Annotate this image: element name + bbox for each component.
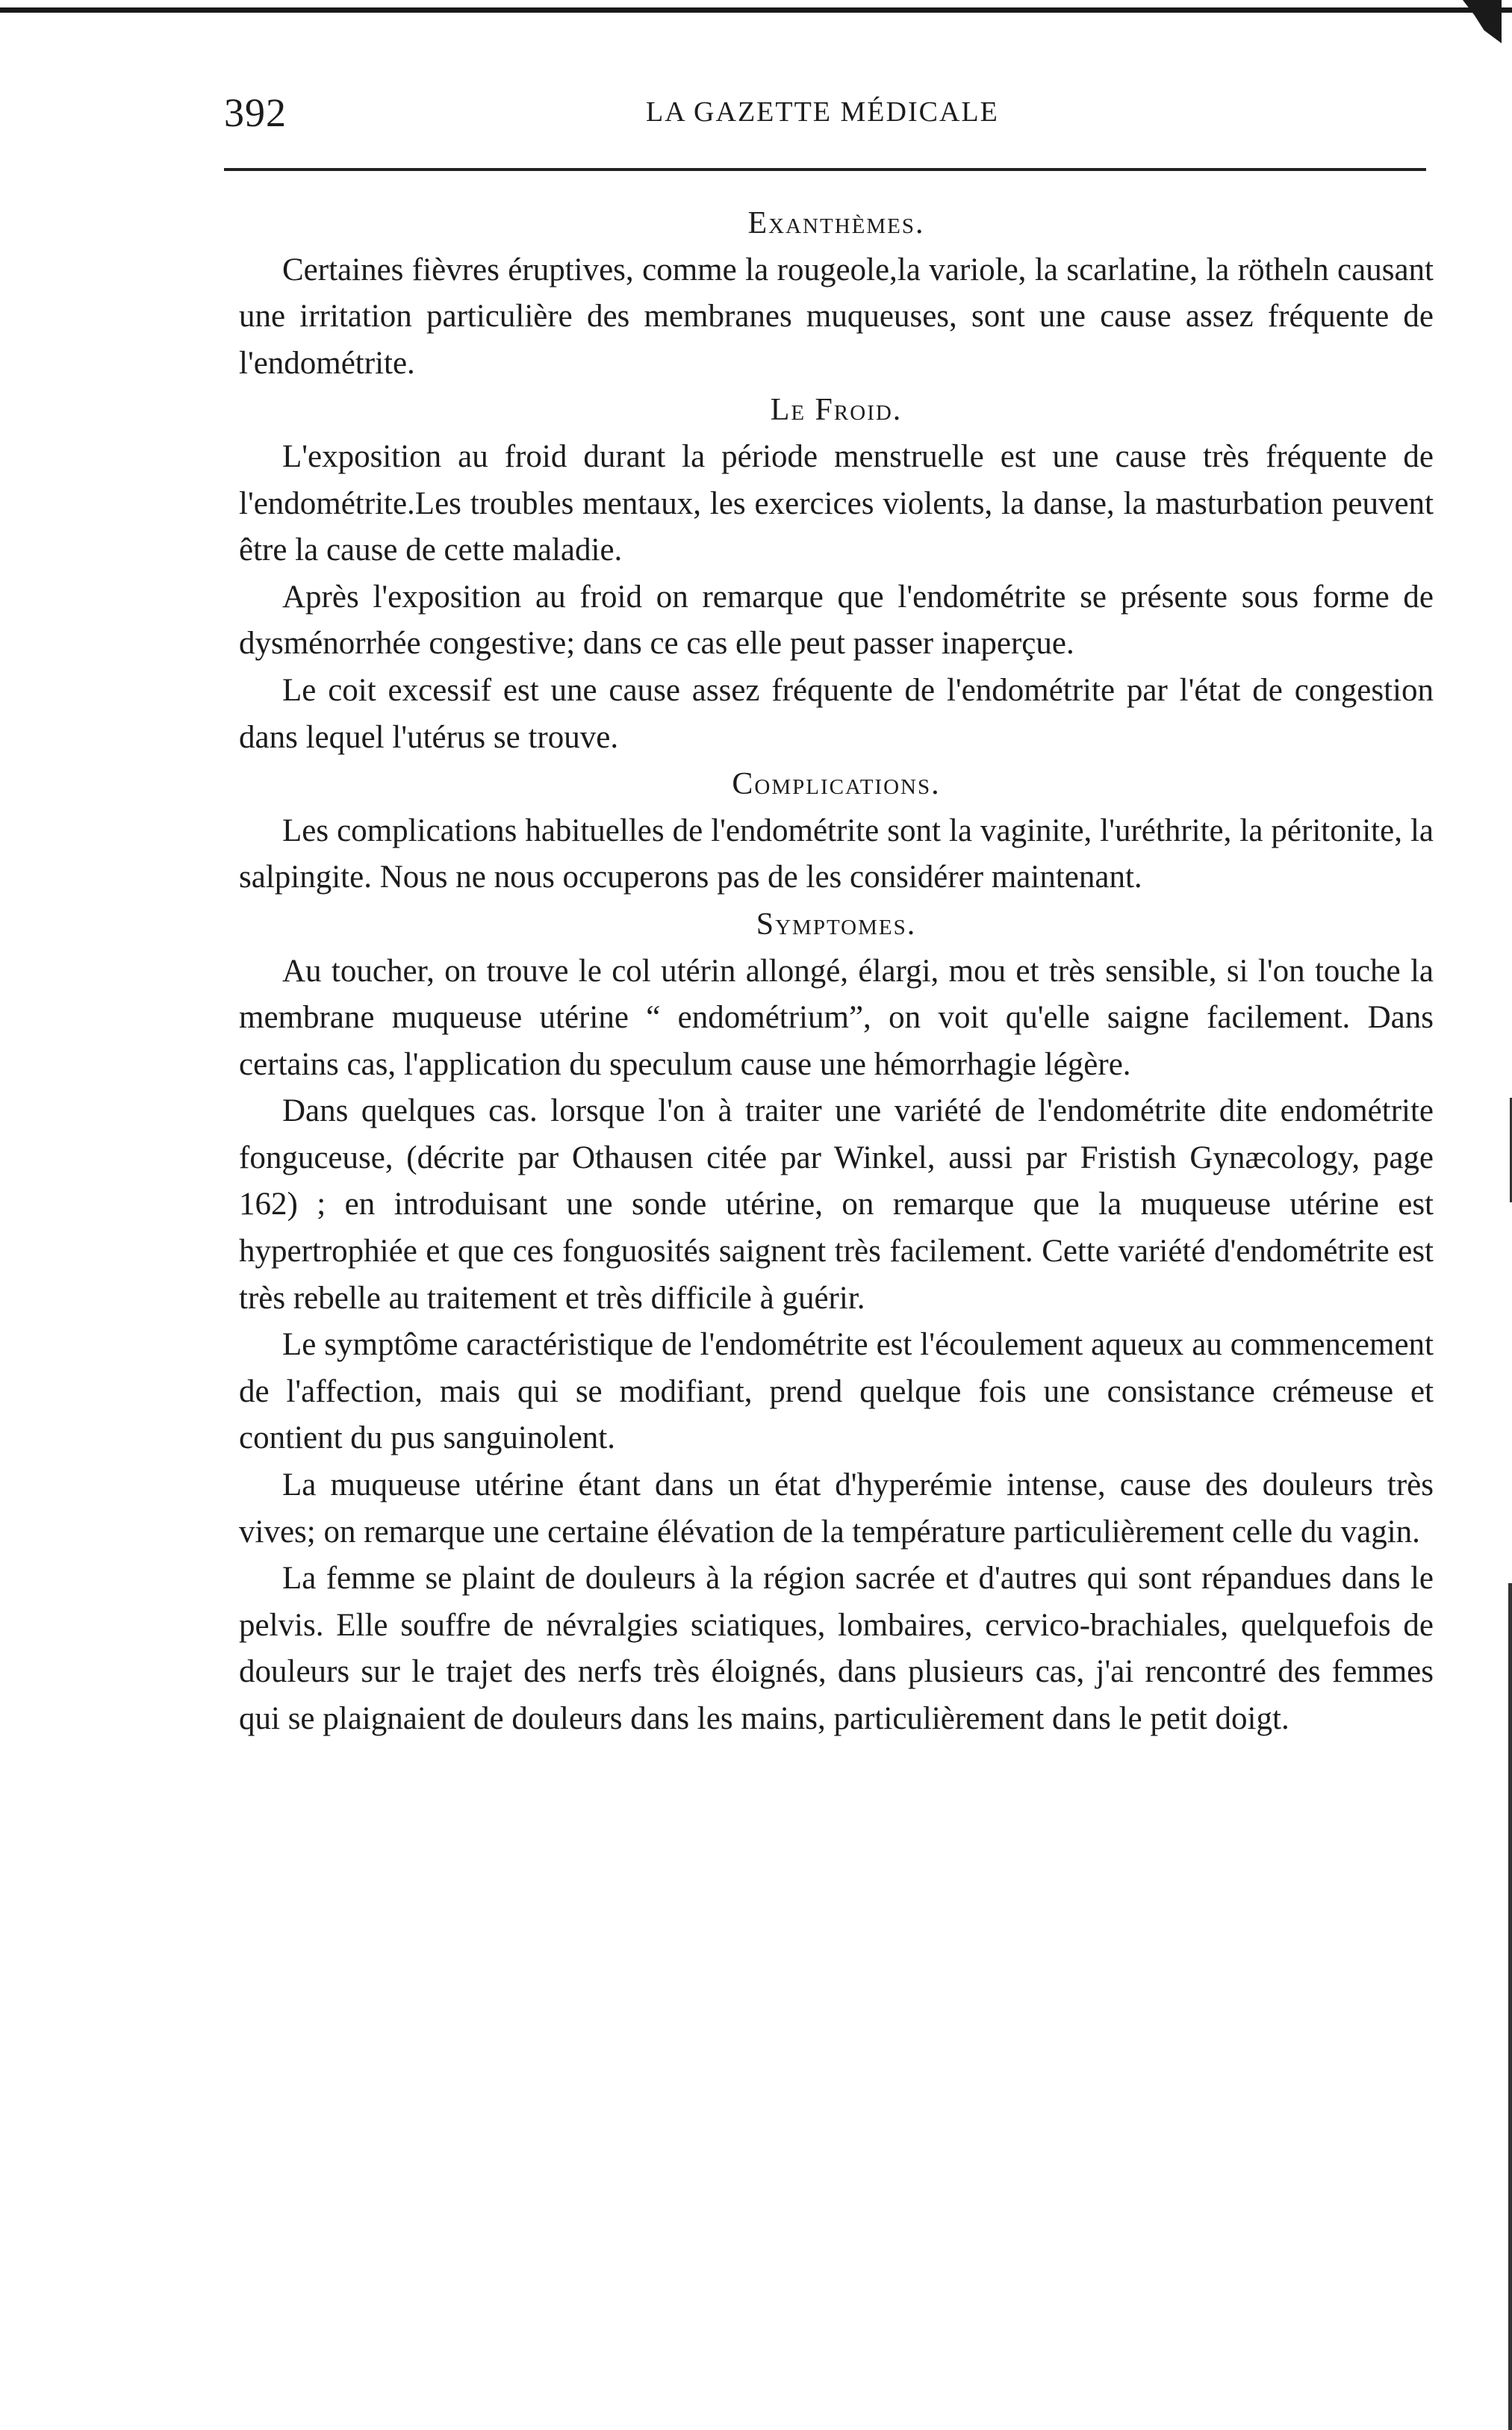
section-title-symptomes: Symptomes. [756, 907, 917, 942]
page-header [224, 90, 1434, 142]
paragraph: Dans quelques cas. lorsque l'on à traiter une variété de l'endométrite dite endométrite fonguceuse, (décrite par Othausen citée par Winkel, aussi par Fristish Gynæcology, page 162) ; en introduisant une sonde utérine, on remarque que la muqueuse utérine est hypertrophiée et que ces fonguosités saignent très facilement. Cette variété d'endométrite est très rebelle au traitement et très difficile à guérir. [239, 1093, 1434, 1316]
running-title: LA GAZETTE MÉDICALE [646, 96, 999, 128]
paragraph: Le symptôme caractéristique de l'endométrite est l'écoulement aqueux au commencement de l'affection, mais qui se modifiant, prend quelque fois une consistance crémeuse et contient du pus sanguinolent. [239, 1327, 1434, 1456]
paragraph: La muqueuse utérine étant dans un état d'hyperémie intense, cause des douleurs très vives; on remarque une certaine élévation de la température particulièrement celle du vagin. [239, 1467, 1434, 1550]
paragraph: Le coit excessif est une cause assez fréquente de l'endométrite par l'état de congestion dans lequel l'utérus se trouve. [239, 672, 1434, 755]
paragraph: L'exposition au froid durant la période menstruelle est une cause très fréquente de l'endométrite.Les troubles mentaux, les exercices violents, la danse, la masturbation peuvent être la cause de cette maladie. [239, 438, 1434, 568]
paragraph: Au toucher, on trouve le col utérin allongé, élargi, mou et très sensible, si l'on touche la membrane muqueuse utérine “ endométrium”, on voit qu'elle saigne facilement. Dans certains cas, l'application du speculum cause une hémorrhagie légère. [239, 953, 1434, 1082]
section-title-exanthemes: Exanthèmes. [747, 206, 925, 240]
header-rule [224, 168, 1426, 171]
paragraph: Certaines fièvres éruptives, comme la rougeole,la variole, la scarlatine, la rötheln causant une irritation particulière des membranes muqueuses, sont une cause assez fréquente de l'endométrite. [239, 252, 1434, 381]
top-edge-rule [0, 7, 1512, 13]
right-margin-binding-line [1508, 1583, 1512, 2430]
paragraph: La femme se plaint de douleurs à la région sacrée et d'autres qui sont répandues dans le pelvis. Elle souffre de névralgies sciatiques, lombaires, cervico-brachiales, quelquefois de douleurs sur le trajet des nerfs très éloignés, dans plusieurs cas, j'ai rencontré des femmes qui se plaignaient de douleurs dans les mains, particulièrement dans le petit doigt. [239, 1561, 1434, 1736]
page-corner-mark [1463, 0, 1502, 43]
page-number: 392 [224, 90, 287, 135]
section-title-complications: Complications. [732, 767, 941, 802]
section-title-le-froid: Le Froid. [770, 393, 903, 428]
article-body [239, 200, 1434, 1743]
paragraph: Les complications habituelles de l'endométrite sont la vaginite, l'uréthrite, la péritonite, la salpingite. Nous ne nous occuperons pas de les considérer maintenant. [239, 812, 1434, 895]
paragraph: Après l'exposition au froid on remarque que l'endométrite se présente sous forme de dysménorrhée congestive; dans ce cas elle peut passer inaperçue. [239, 579, 1434, 662]
